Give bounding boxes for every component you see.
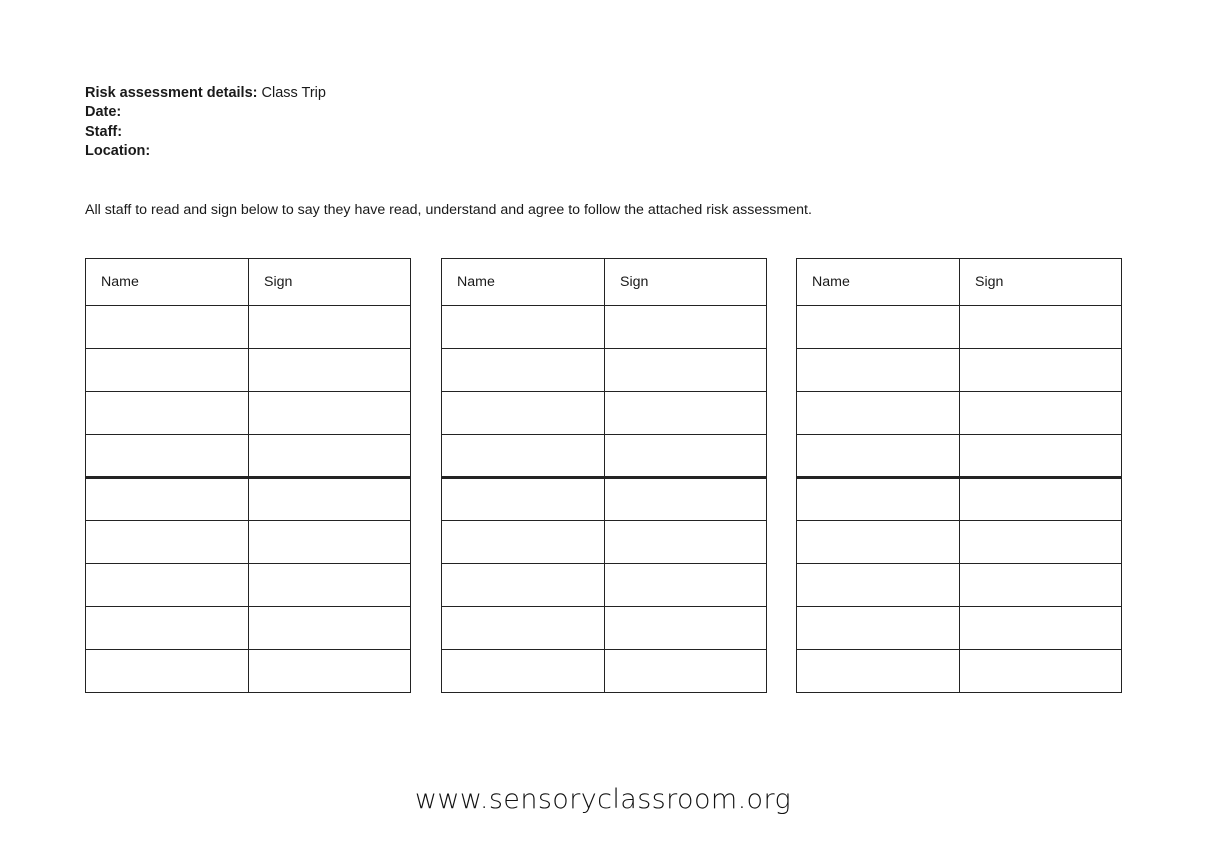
sign-cell[interactable] [605, 564, 767, 607]
sign-cell[interactable] [605, 435, 767, 478]
detail-label-staff: Staff: [85, 123, 123, 140]
table-row[interactable] [797, 349, 1122, 392]
name-cell[interactable] [86, 306, 249, 349]
table-row[interactable] [797, 306, 1122, 349]
name-cell[interactable] [86, 392, 249, 435]
table-row[interactable] [797, 650, 1122, 693]
table-row[interactable] [797, 392, 1122, 435]
name-cell[interactable] [442, 564, 605, 607]
table-row[interactable] [442, 607, 767, 650]
table-row[interactable] [86, 521, 411, 564]
table-row[interactable] [442, 650, 767, 693]
name-cell[interactable] [797, 349, 960, 392]
sign-cell[interactable] [960, 607, 1122, 650]
table-row[interactable] [797, 607, 1122, 650]
detail-value-risk-assessment: Class Trip [261, 85, 326, 101]
detail-line-location [85, 142, 326, 161]
name-cell[interactable] [86, 521, 249, 564]
detail-line-staff [85, 123, 326, 142]
detail-label-risk-assessment: Risk assessment details: [85, 85, 258, 101]
risk-assessment-details-block [85, 84, 326, 162]
column-header-name: Name [797, 259, 960, 306]
footer-website-url: www.sensoryclassroom.org [414, 784, 792, 815]
table-row[interactable] [442, 564, 767, 607]
detail-label-date: Date: [85, 104, 122, 121]
sign-cell[interactable] [960, 306, 1122, 349]
table-row[interactable] [442, 478, 767, 521]
table-row[interactable] [442, 392, 767, 435]
table-row[interactable] [797, 435, 1122, 478]
name-cell[interactable] [797, 521, 960, 564]
sign-cell[interactable] [249, 564, 411, 607]
sign-cell[interactable] [960, 564, 1122, 607]
signature-table-1 [85, 258, 411, 693]
sign-cell[interactable] [605, 349, 767, 392]
name-cell[interactable] [797, 478, 960, 521]
sign-cell[interactable] [960, 435, 1122, 478]
column-header-sign: Sign [249, 259, 411, 306]
signature-table-2 [441, 258, 767, 693]
name-cell[interactable] [797, 392, 960, 435]
table-row[interactable] [797, 564, 1122, 607]
name-cell[interactable] [86, 650, 249, 693]
name-cell[interactable] [442, 650, 605, 693]
table-header-row [442, 259, 767, 306]
name-cell[interactable] [797, 306, 960, 349]
table-header-row [86, 259, 411, 306]
name-cell[interactable] [86, 349, 249, 392]
sign-cell[interactable] [960, 478, 1122, 521]
table-row[interactable] [86, 478, 411, 521]
detail-line-date [85, 103, 326, 122]
table-row[interactable] [442, 521, 767, 564]
table-row[interactable] [86, 607, 411, 650]
table-header-row [797, 259, 1122, 306]
sign-cell[interactable] [605, 306, 767, 349]
name-cell[interactable] [797, 650, 960, 693]
name-cell[interactable] [86, 607, 249, 650]
sign-cell[interactable] [249, 650, 411, 693]
table-row[interactable] [442, 349, 767, 392]
sign-cell[interactable] [249, 521, 411, 564]
name-cell[interactable] [442, 349, 605, 392]
table-row[interactable] [86, 435, 411, 478]
table-row[interactable] [86, 306, 411, 349]
table-row[interactable] [442, 435, 767, 478]
sign-cell[interactable] [249, 306, 411, 349]
sign-cell[interactable] [960, 392, 1122, 435]
signature-tables-container [0, 258, 1206, 714]
sign-cell[interactable] [605, 478, 767, 521]
name-cell[interactable] [797, 607, 960, 650]
sign-cell[interactable] [605, 650, 767, 693]
sign-cell[interactable] [249, 349, 411, 392]
name-cell[interactable] [442, 478, 605, 521]
table-row[interactable] [442, 306, 767, 349]
name-cell[interactable] [86, 435, 249, 478]
name-cell[interactable] [86, 564, 249, 607]
detail-label-location: Location: [85, 143, 151, 160]
sign-cell[interactable] [249, 607, 411, 650]
name-cell[interactable] [797, 435, 960, 478]
sign-cell[interactable] [605, 392, 767, 435]
table-row[interactable] [86, 349, 411, 392]
column-header-name: Name [86, 259, 249, 306]
sign-cell[interactable] [249, 392, 411, 435]
name-cell[interactable] [797, 564, 960, 607]
sign-cell[interactable] [249, 435, 411, 478]
name-cell[interactable] [442, 607, 605, 650]
sign-cell[interactable] [960, 650, 1122, 693]
table-row[interactable] [86, 392, 411, 435]
table-row[interactable] [86, 650, 411, 693]
table-row[interactable] [797, 478, 1122, 521]
table-row[interactable] [797, 521, 1122, 564]
detail-line-risk-assessment [85, 84, 326, 103]
sign-cell[interactable] [960, 521, 1122, 564]
sign-cell[interactable] [605, 607, 767, 650]
column-header-sign: Sign [605, 259, 767, 306]
table-row[interactable] [86, 564, 411, 607]
name-cell[interactable] [442, 435, 605, 478]
signature-table-3 [796, 258, 1122, 693]
column-header-sign: Sign [960, 259, 1122, 306]
column-header-name: Name [442, 259, 605, 306]
name-cell[interactable] [86, 478, 249, 521]
sign-cell[interactable] [605, 521, 767, 564]
sign-cell[interactable] [249, 478, 411, 521]
name-cell[interactable] [442, 521, 605, 564]
name-cell[interactable] [442, 392, 605, 435]
sign-cell[interactable] [960, 349, 1122, 392]
name-cell[interactable] [442, 306, 605, 349]
instruction-text: All staff to read and sign below to say they have read, understand and agree to follow the attached risk assessment. [85, 202, 812, 218]
